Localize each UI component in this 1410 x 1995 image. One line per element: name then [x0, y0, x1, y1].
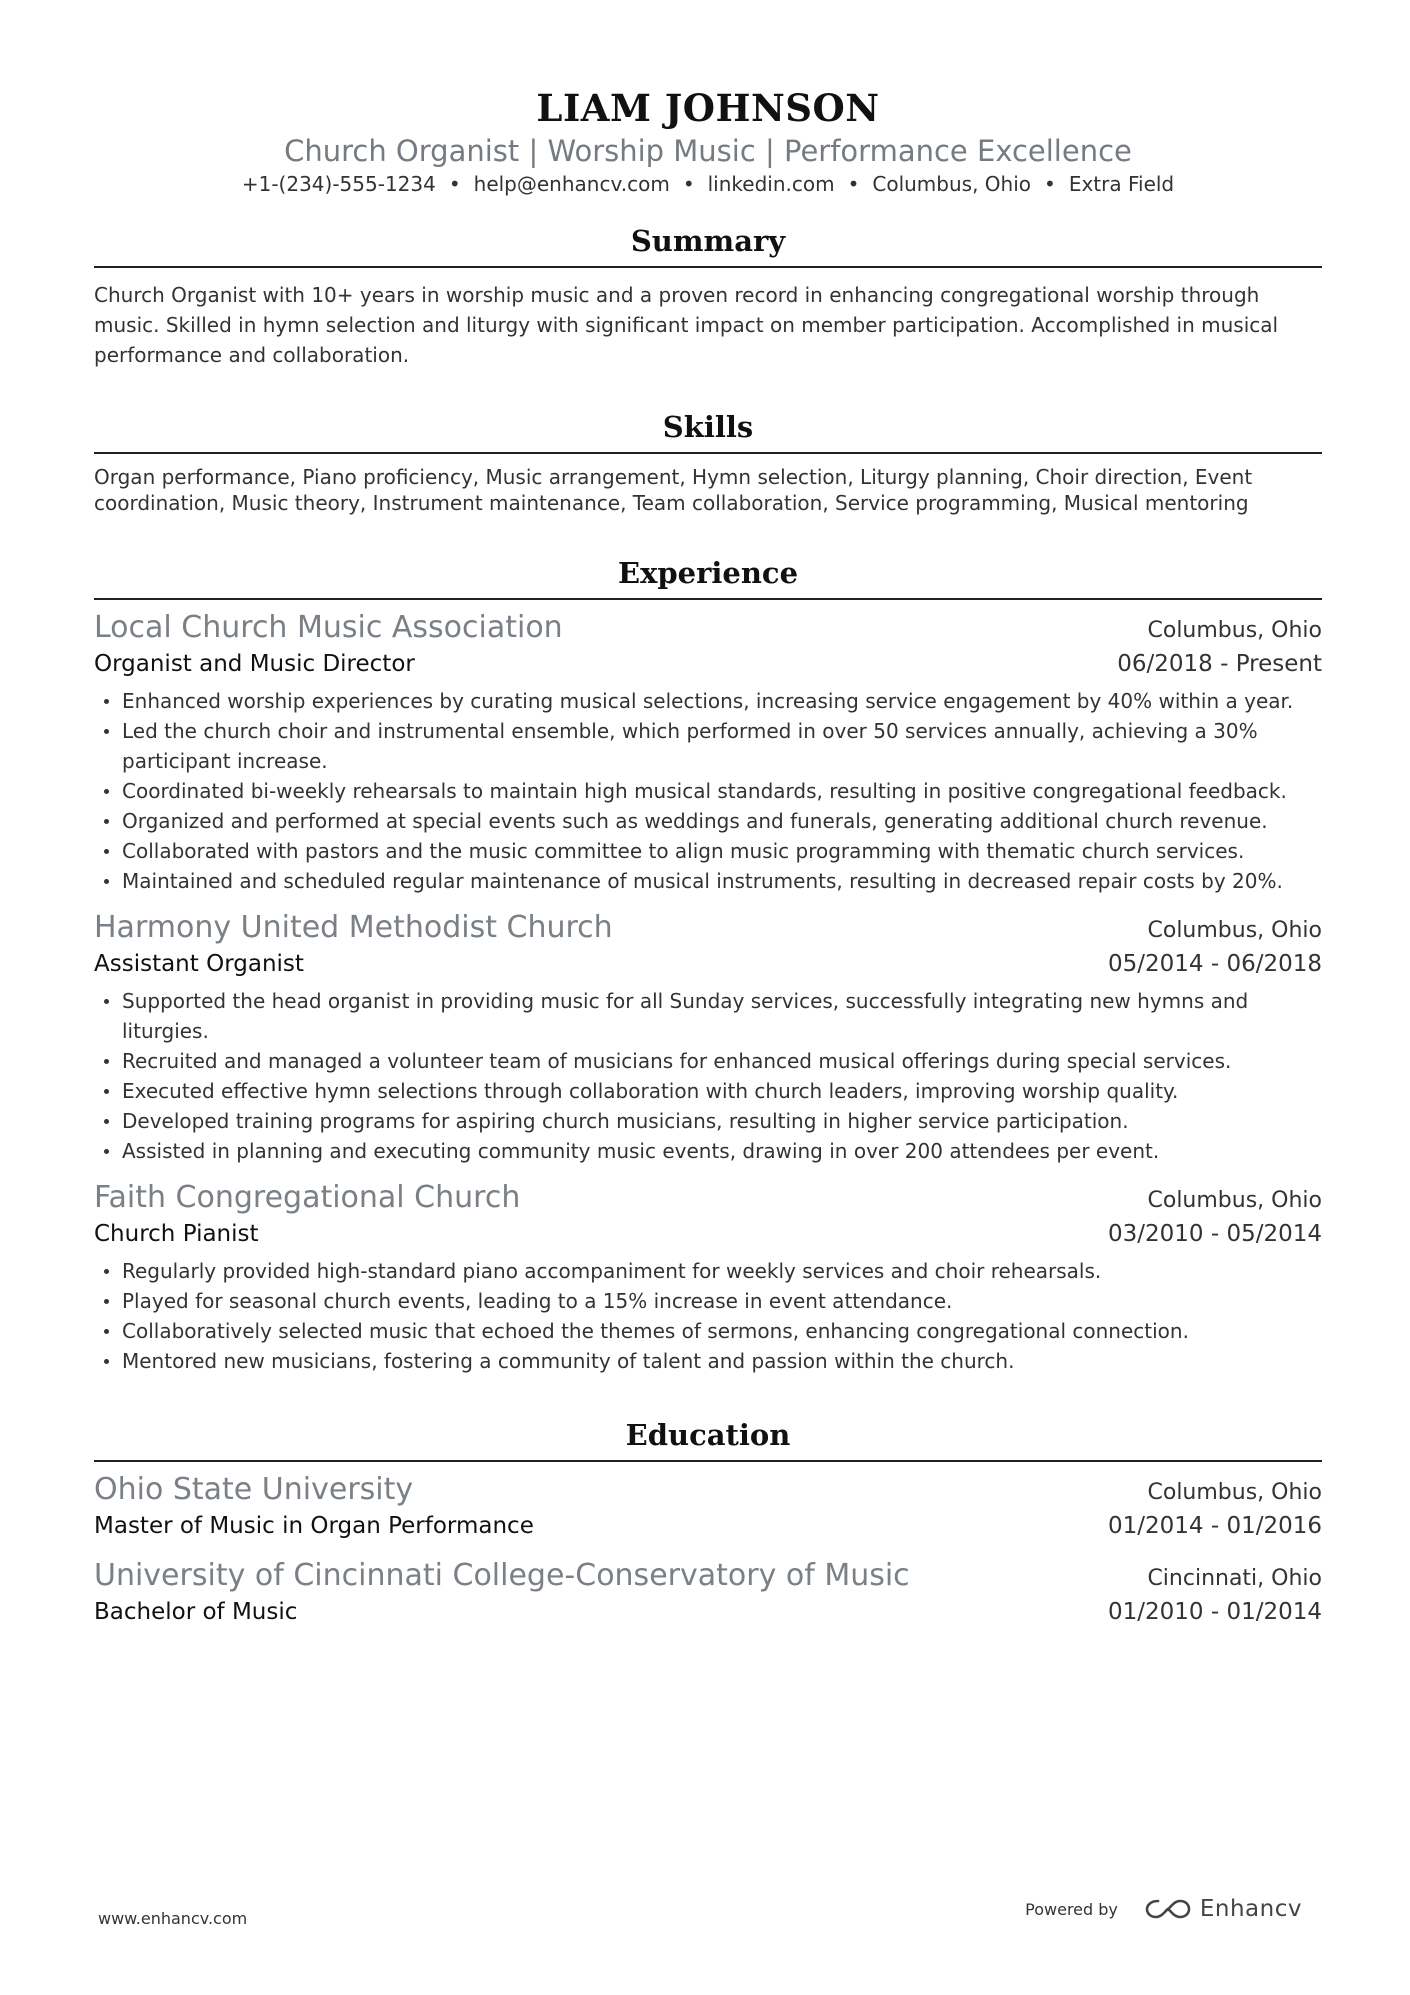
skills-section	[94, 408, 1322, 516]
education-header-row	[94, 1470, 1322, 1510]
education-entry	[94, 1470, 1322, 1542]
achievement-list	[94, 686, 1322, 896]
education-dates: 01/2010 - 01/2014	[1107, 1599, 1322, 1625]
experience-entry	[94, 1178, 1322, 1376]
job-dates: 03/2010 - 05/2014	[1107, 1221, 1322, 1247]
achievement-item: Executed effective hymn selections through collaboration with church leaders, improving worship quality.	[94, 1076, 1322, 1106]
contact-extra-field: Extra Field	[1068, 172, 1175, 196]
achievement-item: Regularly provided high-standard piano accompaniment for weekly services and choir rehearsals.	[94, 1256, 1322, 1286]
experience-entry	[94, 908, 1322, 1166]
achievement-list	[94, 1256, 1322, 1376]
summary-title: Summary	[630, 224, 786, 258]
company-name: Faith Congregational Church	[94, 1180, 521, 1215]
achievement-item: Assisted in planning and executing community music events, drawing in over 200 attendees per event.	[94, 1136, 1322, 1166]
education-dates: 01/2014 - 01/2016	[1107, 1513, 1322, 1539]
school-name: Ohio State University	[94, 1472, 414, 1507]
achievement-item: Supported the head organist in providing music for all Sunday services, successfully integrating new hymns and liturgies.	[94, 986, 1322, 1046]
job-title: Assistant Organist	[94, 951, 304, 977]
skills-title: Skills	[662, 410, 754, 444]
footer-branding	[1025, 1896, 1302, 1922]
footer-website-link[interactable]: www.enhancv.com	[98, 1909, 248, 1928]
job-title: Church Pianist	[94, 1221, 259, 1247]
job-dates: 06/2018 - Present	[1117, 651, 1322, 677]
enhancv-brand-link[interactable]	[1144, 1896, 1302, 1922]
education-title: Education	[625, 1418, 791, 1452]
achievement-item: Recruited and managed a volunteer team of musicians for enhanced musical offerings during special services.	[94, 1046, 1322, 1076]
section-divider	[94, 452, 1322, 454]
section-divider	[94, 1460, 1322, 1462]
education-degree-row	[94, 1510, 1322, 1542]
company-name: Harmony United Methodist Church	[94, 910, 613, 945]
job-dates: 05/2014 - 06/2018	[1107, 951, 1322, 977]
contact-separator: •	[448, 172, 461, 196]
achievement-item: Mentored new musicians, fostering a community of talent and passion within the church.	[94, 1346, 1322, 1376]
enhancv-brand-name: Enhancv	[1199, 1896, 1302, 1922]
resume-content	[94, 86, 1322, 1628]
experience-role-row	[94, 948, 1322, 980]
contact-email[interactable]: help@enhancv.com	[473, 172, 670, 196]
education-header-row	[94, 1556, 1322, 1596]
achievement-item: Collaboratively selected music that echoed the themes of sermons, enhancing congregational connection.	[94, 1316, 1322, 1346]
job-title: Organist and Music Director	[94, 651, 415, 677]
achievement-list	[94, 986, 1322, 1166]
achievement-item: Collaborated with pastors and the music committee to align music programming with thematic church services.	[94, 836, 1322, 866]
achievement-item: Enhanced worship experiences by curating musical selections, increasing service engagement by 40% within a year.	[94, 686, 1322, 716]
experience-section	[94, 554, 1322, 1376]
experience-role-row	[94, 648, 1322, 680]
degree-name: Master of Music in Organ Performance	[94, 1513, 534, 1539]
enhancv-logo-icon	[1144, 1896, 1192, 1922]
contact-separator: •	[847, 172, 860, 196]
contact-location: Columbus, Ohio	[872, 172, 1032, 196]
education-degree-row	[94, 1596, 1322, 1628]
contact-linkedin[interactable]: linkedin.com	[707, 172, 835, 196]
achievement-item: Played for seasonal church events, leading to a 15% increase in event attendance.	[94, 1286, 1322, 1316]
school-location: Cincinnati, Ohio	[1147, 1566, 1322, 1591]
experience-header-row	[94, 608, 1322, 648]
experience-role-row	[94, 1218, 1322, 1250]
summary-section	[94, 222, 1322, 370]
candidate-headline: Church Organist | Worship Music | Performance Excellence	[284, 134, 1132, 168]
section-divider	[94, 266, 1322, 268]
degree-name: Bachelor of Music	[94, 1599, 298, 1625]
achievement-item: Organized and performed at special events such as weddings and funerals, generating additional church revenue.	[94, 806, 1322, 836]
contact-phone: +1-(234)-555-1234	[241, 172, 436, 196]
job-location: Columbus, Ohio	[1147, 1188, 1322, 1213]
school-location: Columbus, Ohio	[1147, 1480, 1322, 1505]
experience-header-row	[94, 1178, 1322, 1218]
achievement-item: Developed training programs for aspiring church musicians, resulting in higher service participation.	[94, 1106, 1322, 1136]
powered-by-label: Powered by	[1025, 1899, 1118, 1919]
job-location: Columbus, Ohio	[1147, 918, 1322, 943]
contact-line	[94, 170, 1322, 198]
candidate-name: LIAM JOHNSON	[536, 86, 880, 130]
education-entry	[94, 1556, 1322, 1628]
education-section	[94, 1416, 1322, 1628]
section-divider	[94, 598, 1322, 600]
job-location: Columbus, Ohio	[1147, 618, 1322, 643]
skills-text: Organ performance, Piano proficiency, Music arrangement, Hymn selection, Liturgy planning, Choir direction, Event coordination, Music theory, Instrument maintenance, Team collaboration, Service programming, Musical mentoring	[94, 465, 1253, 515]
school-name: University of Cincinnati College-Conservatory of Music	[94, 1558, 910, 1593]
achievement-item: Coordinated bi-weekly rehearsals to maintain high musical standards, resulting in positive congregational feedback.	[94, 776, 1322, 806]
summary-text: Church Organist with 10+ years in worship music and a proven record in enhancing congregational worship through music. Skilled in hymn selection and liturgy with significant impact on member participation. Accomplished in musical performance and collaboration.	[94, 283, 1279, 367]
contact-separator: •	[1044, 172, 1056, 196]
experience-title: Experience	[617, 556, 799, 590]
achievement-item: Maintained and scheduled regular maintenance of musical instruments, resulting in decreased repair costs by 20%.	[94, 866, 1322, 896]
experience-header-row	[94, 908, 1322, 948]
contact-separator: •	[682, 172, 695, 196]
achievement-item: Led the church choir and instrumental ensemble, which performed in over 50 services annually, achieving a 30% participant increase.	[94, 716, 1322, 776]
experience-entry	[94, 608, 1322, 896]
company-name: Local Church Music Association	[94, 610, 563, 645]
